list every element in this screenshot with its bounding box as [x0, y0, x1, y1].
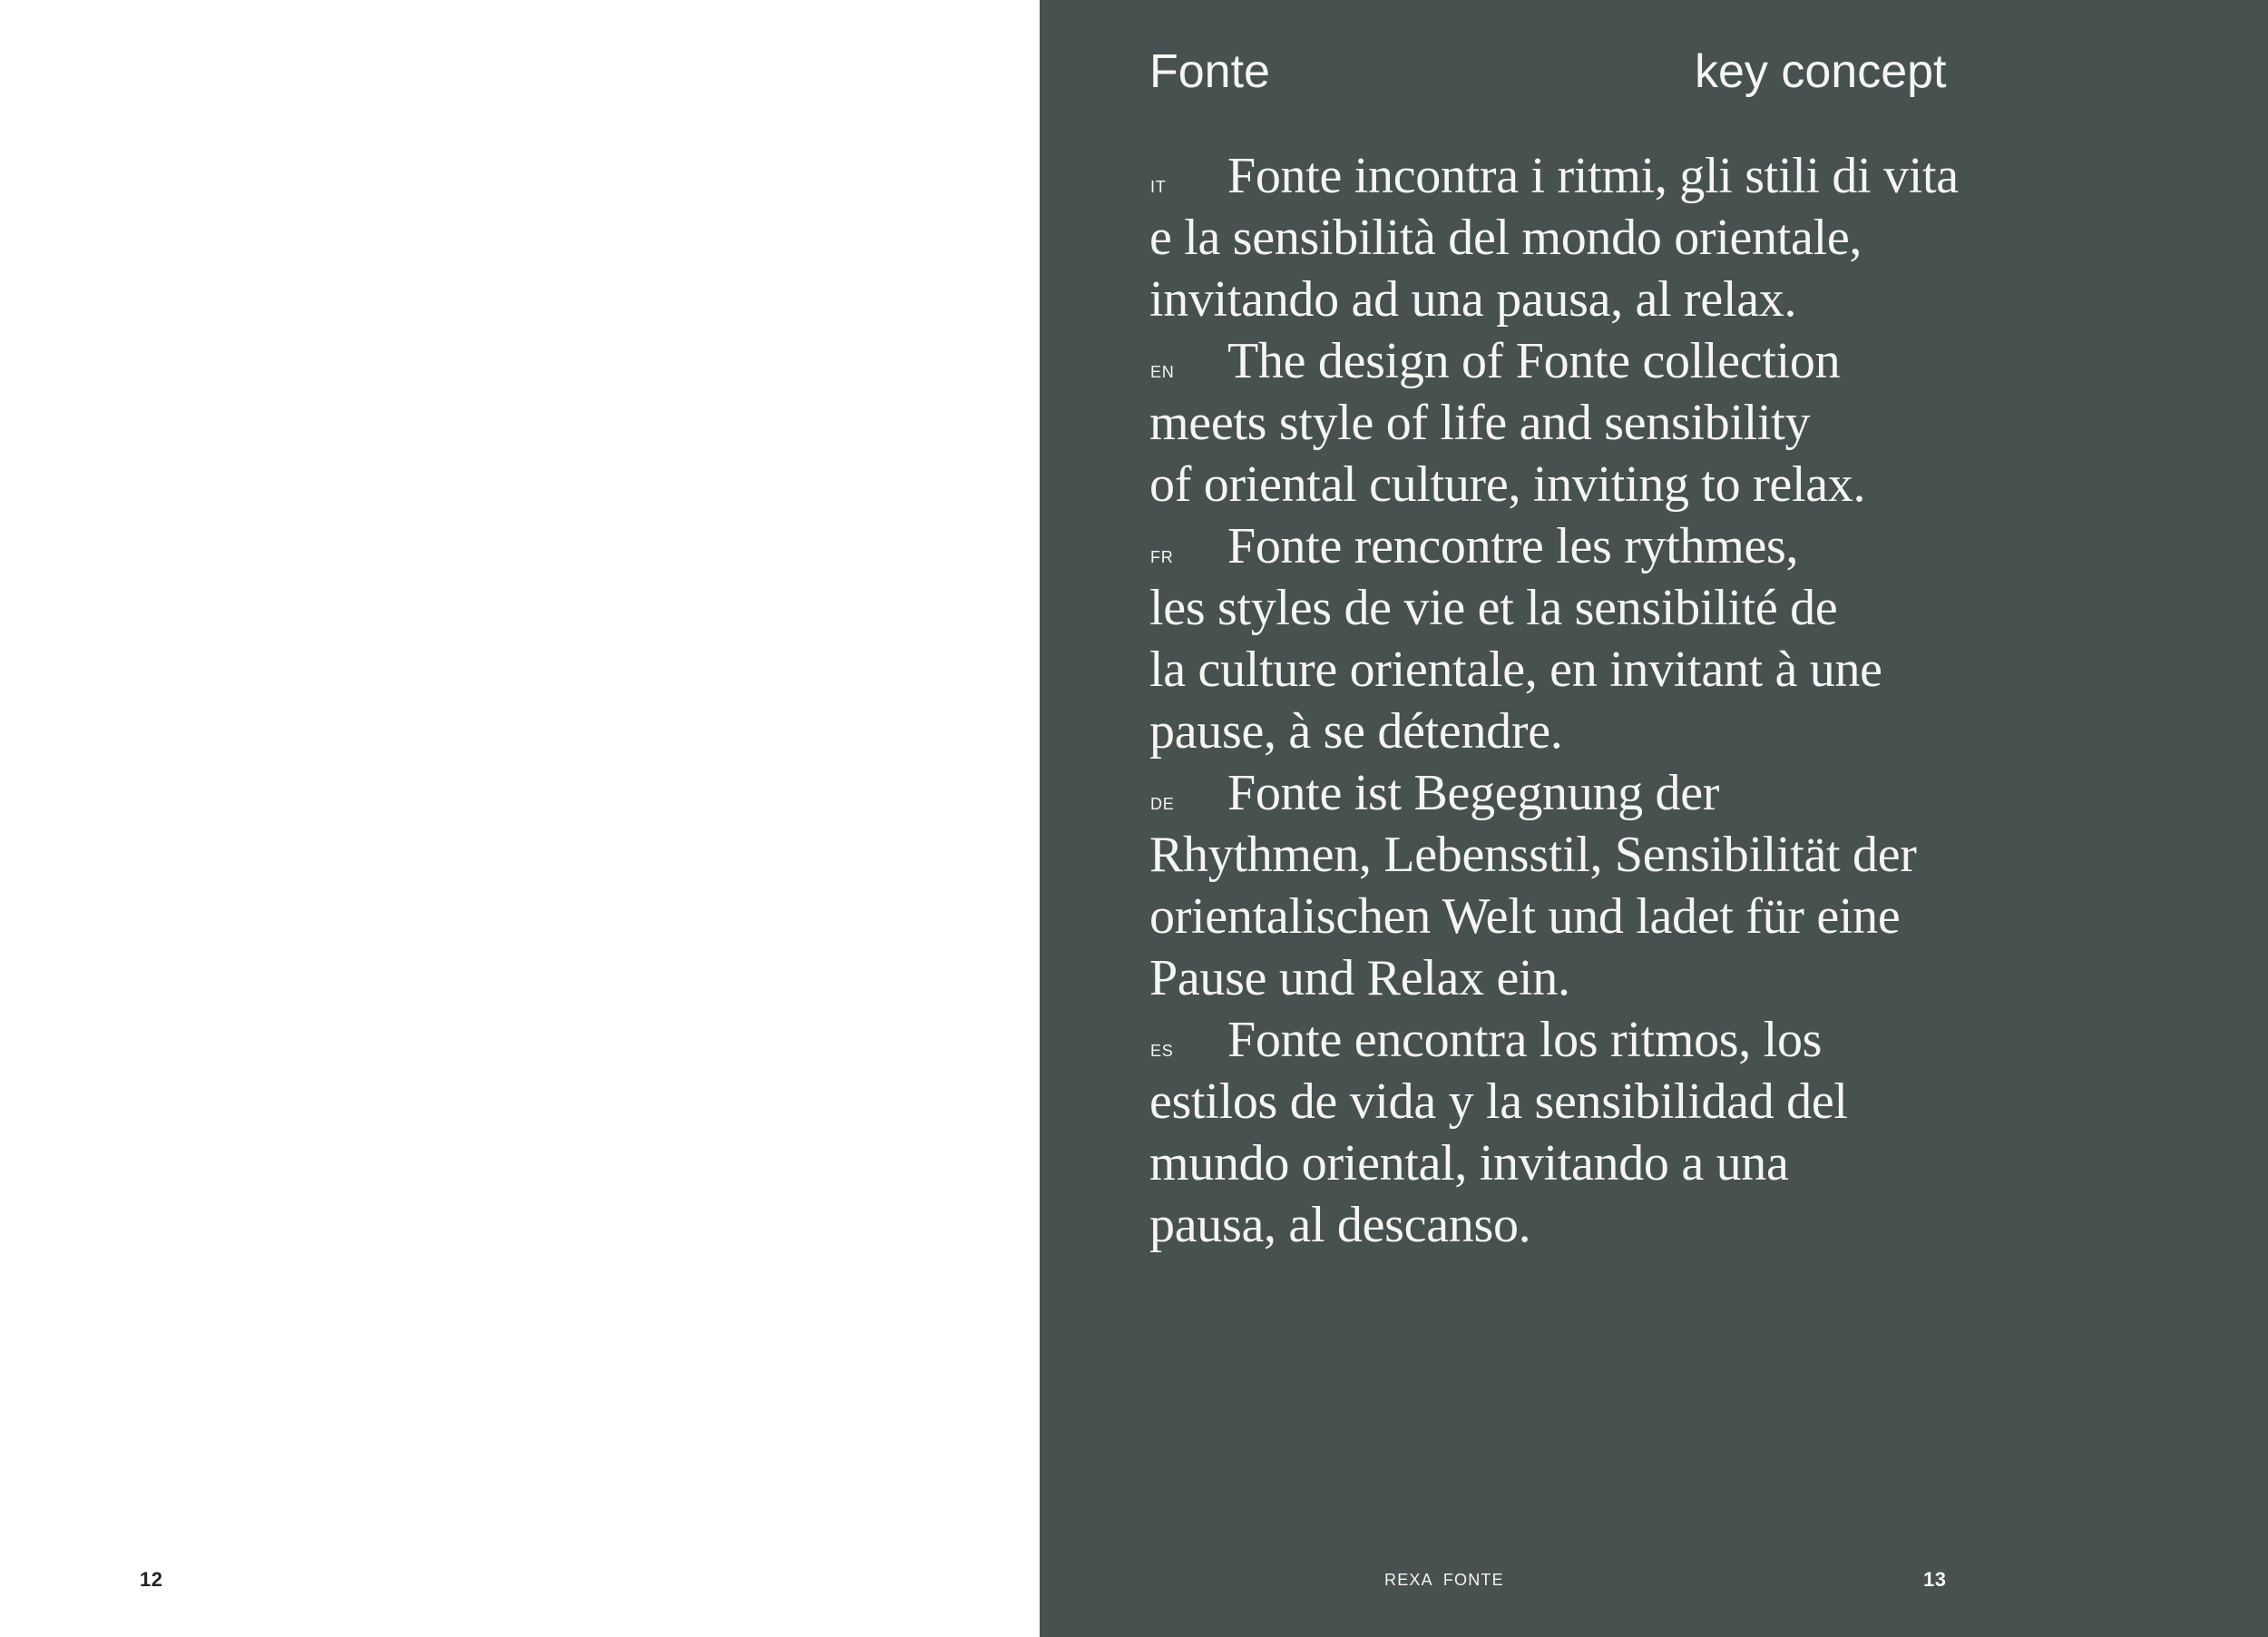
text-line-content: Fonte incontra i ritmi, gli stili di vita — [1227, 148, 1959, 204]
paragraph-de — [1149, 762, 2238, 1009]
text-line-content: The design of Fonte collection — [1227, 333, 1841, 389]
collection-title: Fonte — [1149, 45, 1270, 98]
text-line: Rhythmen, Lebensstil, Sensibilität der — [1149, 827, 1917, 883]
paragraph-en — [1149, 330, 2238, 515]
language-tag-de: DE — [1150, 795, 1175, 813]
paragraph-fr — [1149, 515, 2238, 762]
text-line — [1149, 762, 2238, 824]
page-number-right: 13 — [1923, 1568, 1947, 1591]
page-left — [0, 0, 1040, 1637]
intro-text — [1149, 145, 2238, 1256]
paragraph-es — [1149, 1009, 2238, 1256]
text-line: of oriental culture, inviting to relax. — [1149, 456, 1866, 513]
page-number-left: 12 — [140, 1568, 163, 1591]
language-tag-es: ES — [1150, 1042, 1174, 1060]
text-line — [1149, 515, 2238, 577]
paragraph-it — [1149, 145, 2238, 330]
text-line: mundo oriental, invitando a una — [1149, 1135, 1789, 1191]
text-line: invitando ad una pausa, al relax. — [1149, 271, 1797, 328]
text-line: estilos de vida y la sensibilidad del — [1149, 1073, 1848, 1130]
text-line-content: Fonte rencontre les rythmes, — [1227, 518, 1799, 574]
text-line: orientalischen Welt und ladet für eine — [1149, 888, 1901, 945]
text-line: la culture orientale, en invitant à une — [1149, 642, 1882, 698]
section-label: key concept — [1695, 45, 1947, 98]
collection-name: FONTE — [1442, 1571, 1504, 1589]
text-line-content: Fonte ist Begegnung der — [1227, 765, 1720, 821]
text-line-content: Fonte encontra los ritmos, los — [1227, 1012, 1823, 1068]
text-line: meets style of life and sensibility — [1149, 395, 1811, 451]
page-right — [1040, 0, 2268, 1637]
language-tag-it: IT — [1150, 178, 1167, 196]
text-line: e la sensibilità del mondo orientale, — [1149, 210, 1862, 266]
text-line — [1149, 1009, 2238, 1071]
text-line: pause, à se détendre. — [1149, 703, 1563, 760]
text-line — [1149, 330, 2238, 392]
language-tag-fr: FR — [1150, 548, 1174, 566]
text-line: les styles de vie et la sensibilité de — [1149, 580, 1838, 636]
footer-running-title — [1384, 1572, 1504, 1588]
language-tag-en: EN — [1150, 363, 1175, 381]
text-line: pausa, al descanso. — [1149, 1197, 1531, 1253]
text-line: Pause und Relax ein. — [1149, 950, 1570, 1006]
text-line — [1149, 145, 2238, 207]
brand-name: REXA — [1384, 1571, 1433, 1589]
